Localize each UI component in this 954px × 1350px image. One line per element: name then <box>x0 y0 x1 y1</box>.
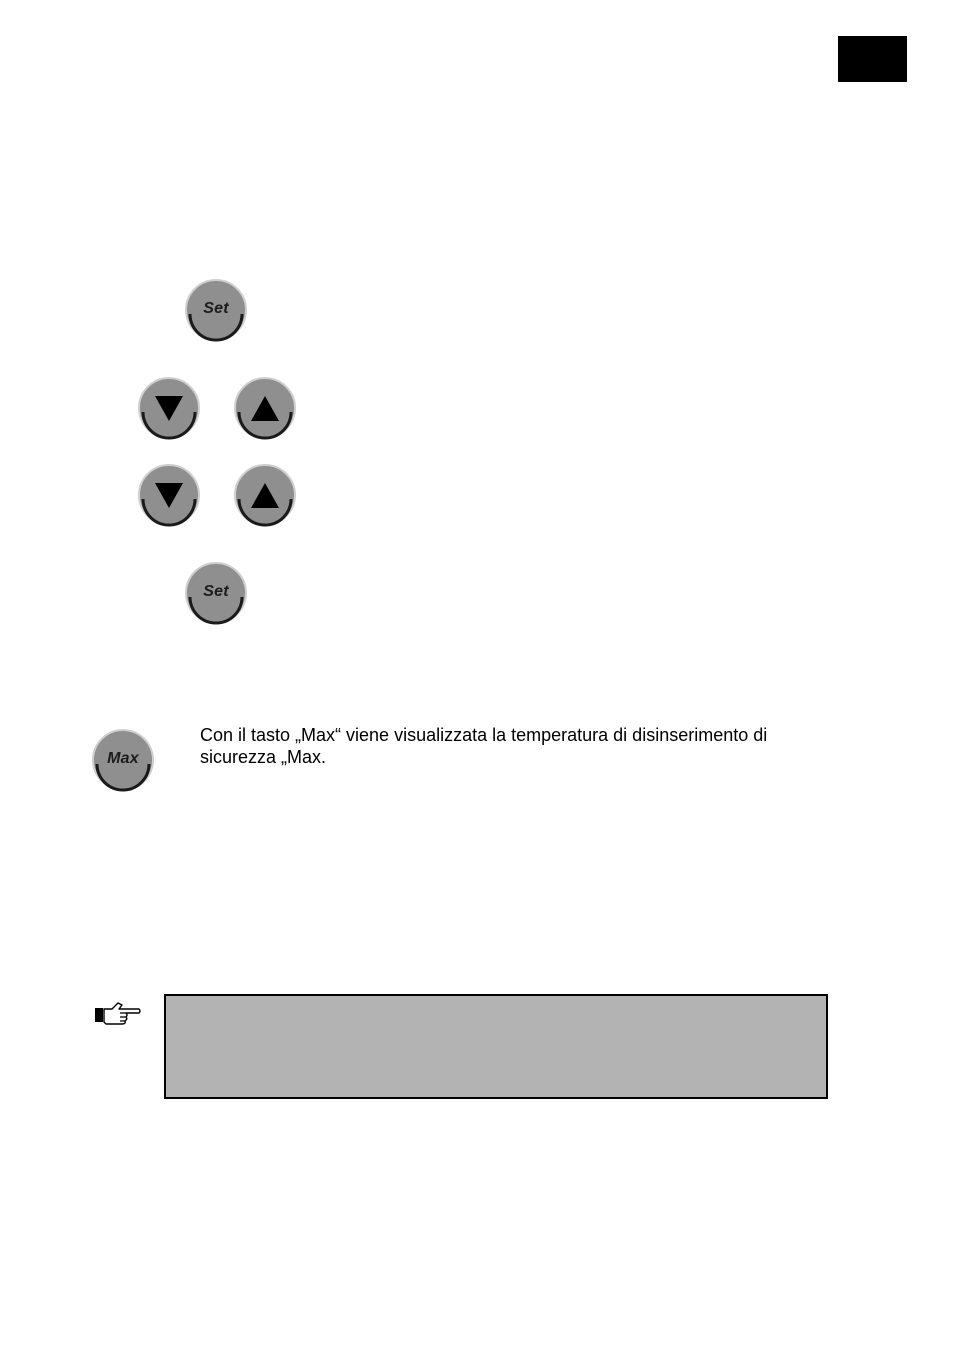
up-button[interactable] <box>233 376 297 440</box>
up-button-shape <box>233 463 297 527</box>
up-button[interactable] <box>233 463 297 527</box>
max-button-label: Max <box>107 750 139 767</box>
language-tab <box>838 36 907 82</box>
max-description: Con il tasto „Max“ viene visualizzata la temperatura di disinserimento di sicurezza „Max. <box>200 725 768 767</box>
down-button[interactable] <box>137 376 201 440</box>
down-button[interactable] <box>137 463 201 527</box>
set-button-label: Set <box>203 583 229 600</box>
note-box <box>164 994 828 1099</box>
max-button[interactable] <box>91 728 155 792</box>
set-button[interactable] <box>184 278 248 342</box>
up-button-shape <box>233 376 297 440</box>
down-button-shape <box>137 463 201 527</box>
set-button-label: Set <box>203 300 229 317</box>
set-button[interactable] <box>184 561 248 625</box>
down-button-shape <box>137 376 201 440</box>
pointing-hand-icon <box>94 1000 142 1028</box>
